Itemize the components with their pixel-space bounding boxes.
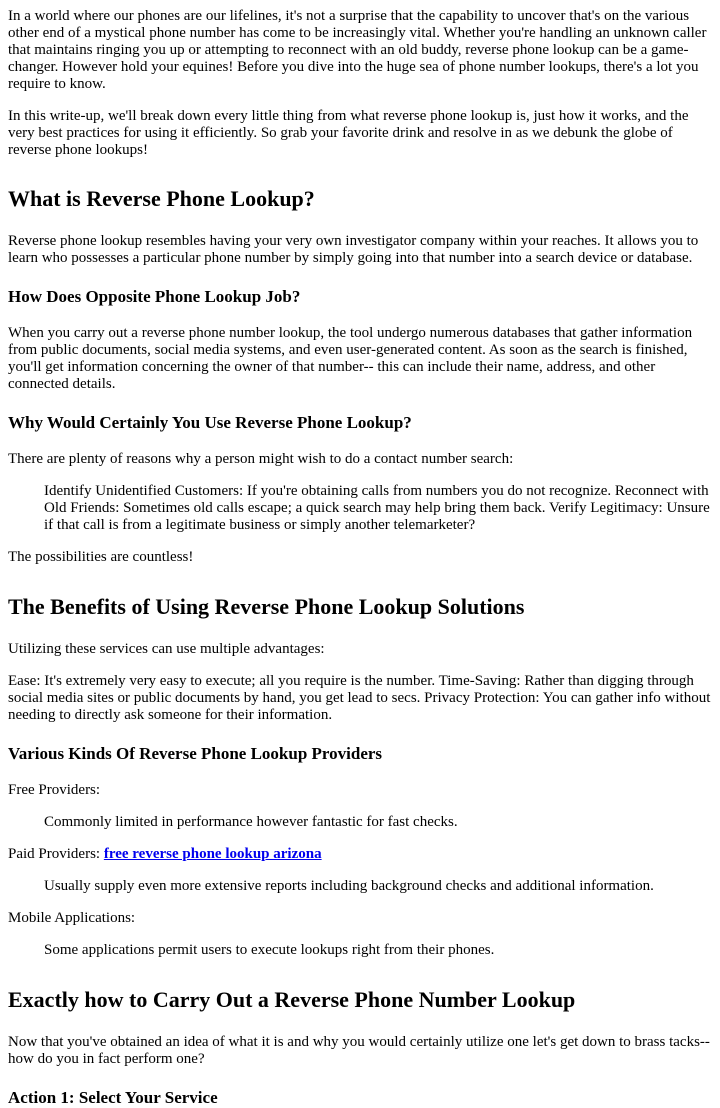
how-to-paragraph: Now that you've obtained an idea of what it is and why you would certainly utilize one let's get down to brass tacks-- how do you in fact perform one? xyxy=(8,1034,710,1067)
heading-what-is-reverse-phone-lookup: What is Reverse Phone Lookup? xyxy=(8,186,315,211)
heading-how-to-carry-out: Exactly how to Carry Out a Reverse Phone Number Lookup xyxy=(8,987,576,1012)
reverse-lookup-link[interactable]: free reverse phone lookup arizona xyxy=(103,846,322,862)
why-paragraph: There are plenty of reasons why a person might wish to do a contact number search: xyxy=(8,451,514,467)
heading-action-1: Action 1: Select Your Service xyxy=(8,1088,218,1107)
how-paragraph: When you carry out a reverse phone number lookup, the tool undergo numerous databases that gather information from public documents, social media systems, and even user-generated content. As soon as the search is finished, you'll get information concerning the owner of that number-- this can include their name, address, and other connected details. xyxy=(8,325,693,392)
what-paragraph: Reverse phone lookup resembles having your very own investigator company within your reaches. It allows you to learn who possesses a particular phone number by simply going into that number into a search device or database. xyxy=(8,233,699,266)
why-closing-paragraph: The possibilities are countless! xyxy=(8,549,194,565)
free-providers-quote: Commonly limited in performance however fantastic for fast checks. xyxy=(44,814,458,830)
heading-benefits: The Benefits of Using Reverse Phone Lookup Solutions xyxy=(8,594,525,619)
benefits-intro-paragraph: Utilizing these services can use multiple advantages: xyxy=(8,641,325,657)
paid-providers-quote: Usually supply even more extensive reports including background checks and additional information. xyxy=(44,878,654,894)
heading-provider-kinds: Various Kinds Of Reverse Phone Lookup Providers xyxy=(8,744,383,763)
mobile-applications-quote: Some applications permit users to execute lookups right from their phones. xyxy=(44,942,495,958)
mobile-applications-label: Mobile Applications: xyxy=(8,910,136,926)
intro-paragraph-2: In this write-up, we'll break down every little thing from what reverse phone lookup is, just how it works, and the very best practices for using it efficiently. So grab your favorite drink and resolve in as we debunk the globe of reverse phone lookups! xyxy=(8,108,689,158)
paid-providers-paragraph xyxy=(8,846,712,863)
heading-why-use: Why Would Certainly You Use Reverse Phone Lookup? xyxy=(8,413,412,432)
benefits-list-paragraph: Ease: It's extremely very easy to execute; all you require is the number. Time-Saving: Rather than digging through social media sites or public documents by hand, you get lead to secs. Privacy Protection: You can gather info without needing to directly ask someone for their information. xyxy=(8,673,711,723)
paid-providers-label: Paid Providers: xyxy=(8,846,104,862)
free-providers-label: Free Providers: xyxy=(8,782,101,798)
heading-how-does-it-work: How Does Opposite Phone Lookup Job? xyxy=(8,287,301,306)
intro-paragraph-1: In a world where our phones are our lifelines, it's not a surprise that the capability to uncover that's on the various other end of a mystical phone number has come to be increasingly vital. Whether you're handling an unknown caller that maintains ringing you up or attempting to reconnect with an old buddy, reverse phone lookup can be a game-changer. However hold your equines! Before you dive into the huge sea of phone number lookups, there's a lot you require to know. xyxy=(8,8,707,92)
why-reasons-quote: Identify Unidentified Customers: If you're obtaining calls from numbers you do not recognize. Reconnect with Old Friends: Sometimes old calls escape; a quick search may help bring them back. Verify Legitimacy: Unsure if that call is from a legitimate business or simply another telemarketer? xyxy=(44,483,710,533)
